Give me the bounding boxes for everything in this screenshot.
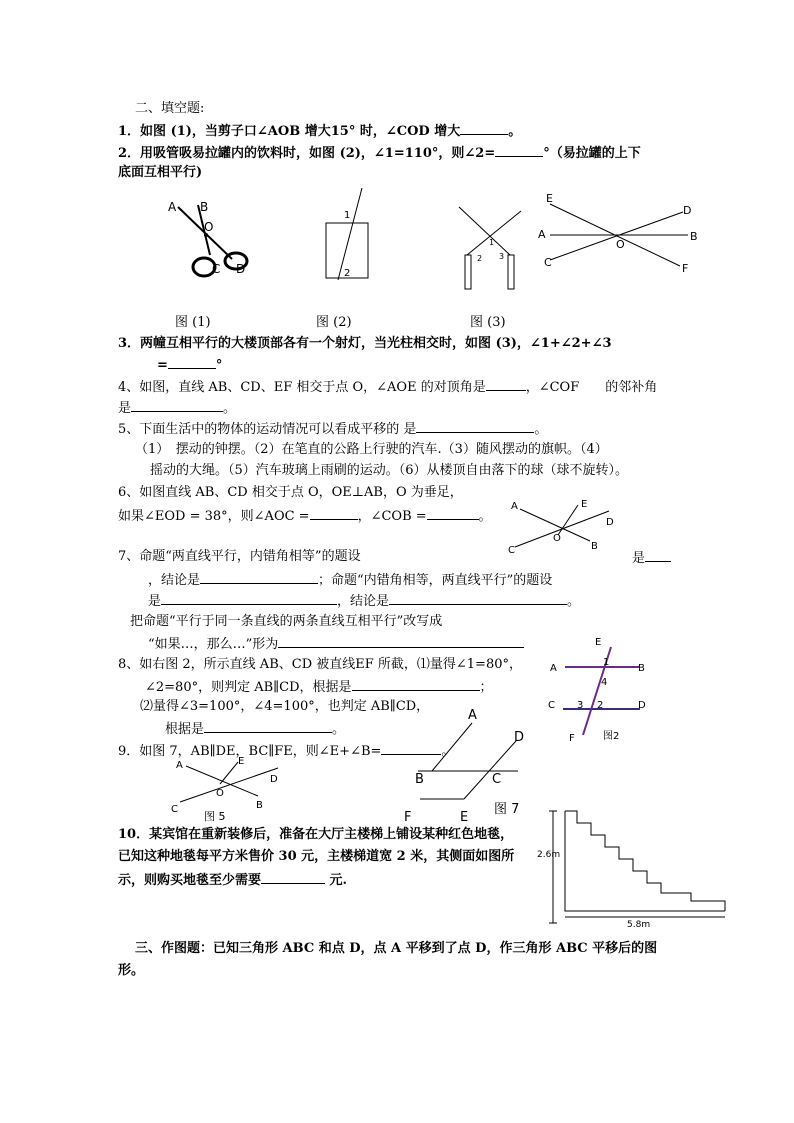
figure-1-caption: 图 (1)	[175, 315, 211, 330]
angle-3-label: 3	[577, 700, 584, 711]
label-C: C	[548, 700, 555, 711]
label-O: O	[553, 533, 561, 544]
question-10-line2: 已知这种地毯每平方米售价 30 元，主楼梯道宽 2 米，其侧面如图所	[118, 849, 515, 864]
label-A: A	[538, 228, 546, 241]
label-E: E	[595, 637, 602, 648]
stair-height-label: 2.6m	[537, 850, 561, 860]
label-B: B	[256, 800, 263, 811]
figure-3-buildings	[455, 205, 525, 290]
question-3-line2: = °	[157, 355, 222, 375]
label-O: O	[216, 788, 224, 799]
label-O: O	[204, 220, 214, 234]
question-7-line2: ，结论是 ；命题“内错角相等，两直线平行”的题设	[148, 570, 552, 590]
figure-2-caption: 图2	[603, 731, 620, 742]
angle-3-label: 3	[499, 252, 505, 261]
label-E: E	[238, 756, 245, 767]
angle-2-label: 2	[597, 700, 604, 711]
label-B: B	[690, 230, 698, 243]
question-7: 7、命题“两直线平行，内错角相等”的题设	[118, 549, 361, 564]
label-A: A	[511, 501, 518, 512]
angle-2-label: 2	[477, 254, 483, 263]
question-10: 10．某宾馆在重新装修后，准备在大厅主楼梯上铺设某种红色地毯，	[118, 827, 514, 842]
label-B: B	[415, 772, 424, 787]
question-7-is: 是	[632, 548, 671, 568]
label-A: A	[468, 708, 477, 723]
label-C: C	[492, 772, 502, 787]
angle-4-label: 4	[601, 677, 608, 688]
figure-5-caption: 图 5	[204, 810, 226, 823]
label-F: F	[404, 810, 412, 825]
label-E: E	[460, 810, 469, 825]
label-C: C	[171, 804, 178, 815]
question-5-options-1: （1） 摆动的钟摆。（2）在笔直的公路上行驶的汽车.（3）随风摆动的旗帜。（4）	[135, 442, 608, 457]
figure-7-caption: 图 7	[494, 802, 520, 817]
label-A: A	[550, 663, 557, 674]
label-D: D	[236, 262, 246, 276]
label-D: D	[606, 517, 614, 528]
question-4-line2: 是 。	[118, 398, 236, 418]
staircase-figure	[535, 805, 735, 930]
label-C: C	[212, 262, 221, 276]
figure-2-can	[320, 188, 380, 288]
section-title: 二、填空题:	[135, 101, 205, 116]
question-4: 4、如图，直线 AB、CD、EF 相交于点 O，∠AOE 的对顶角是 ，∠COF 的邻补角	[118, 377, 657, 397]
figure-q6-lines	[505, 497, 615, 557]
label-D: D	[270, 774, 278, 785]
figure-7	[400, 705, 540, 825]
question-6: 6、如图直线 AB、CD 相交于点 O，OE⊥AB，O 为垂足，	[118, 485, 463, 500]
question-7-line3: 是 ，结论是 。	[148, 591, 580, 611]
figure-5	[168, 752, 288, 824]
section-3-line2: 形。	[118, 963, 145, 978]
question-8-line3: ⑵量得∠3=100°，∠4=100°，也判定 AB∥CD，	[140, 699, 430, 714]
label-C: C	[544, 256, 552, 269]
angle-1-label: 1	[489, 238, 495, 247]
question-5-options-2: 摇动的大绳。（5）汽车玻璃上雨刷的运动。（6）从楼顶自由落下的球（球不旋转）。	[150, 463, 629, 478]
figure-2-caption: 图 (2)	[316, 315, 352, 330]
question-5: 5、下面生活中的物体的运动情况可以看成平移的 是 。	[118, 419, 547, 439]
section-3: 三、作图题：已知三角形 ABC 和点 D，点 A 平移到了点 D，作三角形 ABC 平移后的图	[135, 941, 658, 956]
label-O: O	[616, 238, 625, 251]
label-F: F	[569, 733, 575, 744]
label-A: A	[168, 200, 177, 214]
label-F: F	[682, 262, 689, 275]
label-A: A	[176, 760, 183, 771]
label-D: D	[514, 730, 525, 745]
question-6-line2: 如果∠EOD = 38°，则∠AOC = ，∠COB = 。	[118, 506, 492, 526]
label-B: B	[591, 541, 598, 552]
label-C: C	[508, 545, 515, 556]
label-D: D	[638, 700, 646, 711]
question-8: 8、如右图 2，所示直线 AB、CD 被直线EF 所截，⑴量得∠1=80°，	[118, 657, 522, 672]
question-8-line2: ∠2=80°，则判定 AB∥CD，根据是 ；	[145, 677, 493, 697]
question-1: 1．如图 (1)，当剪子口∠AOB 增大15° 时，∠COD 增大 。	[118, 121, 521, 141]
question-7-line4: 把命题“平行于同一条直线的两条直线互相平行”改写成	[130, 614, 443, 629]
question-7-line5: “如果…，那么…”形为	[148, 634, 524, 654]
angle-2-label: 2	[344, 268, 351, 279]
label-B: B	[638, 663, 645, 674]
angle-1-label: 1	[344, 210, 351, 221]
label-B: B	[200, 200, 209, 214]
question-2: 2．用吸管吸易拉罐内的饮料时，如图 (2)，∠1=110°，则∠2= °（易拉罐的上下	[118, 143, 641, 163]
label-D: D	[683, 204, 692, 217]
question-9: 9．如图 7，AB∥DE，BC∥FE，则∠E+∠B= 。	[118, 741, 454, 761]
stair-width-label: 5.8m	[627, 920, 651, 930]
angle-1-label: 1	[603, 657, 610, 668]
question-2-line2: 底面互相平行)	[118, 165, 203, 180]
label-E: E	[581, 499, 588, 510]
question-10-line3: 示，则购买地毯至少需要 元.	[118, 870, 347, 890]
label-E: E	[546, 192, 553, 205]
figure-2-parallel-lines	[545, 635, 660, 743]
question-8-line4: 根据是 。	[165, 719, 345, 739]
figure-1-scissors	[160, 193, 260, 283]
question-3: 3．两幢互相平行的大楼顶部各有一个射灯，当光柱相交时，如图 (3)，∠1+∠2+∠3	[118, 336, 612, 351]
figure-3-caption: 图 (3)	[470, 315, 506, 330]
figure-4-three-lines	[538, 192, 708, 277]
